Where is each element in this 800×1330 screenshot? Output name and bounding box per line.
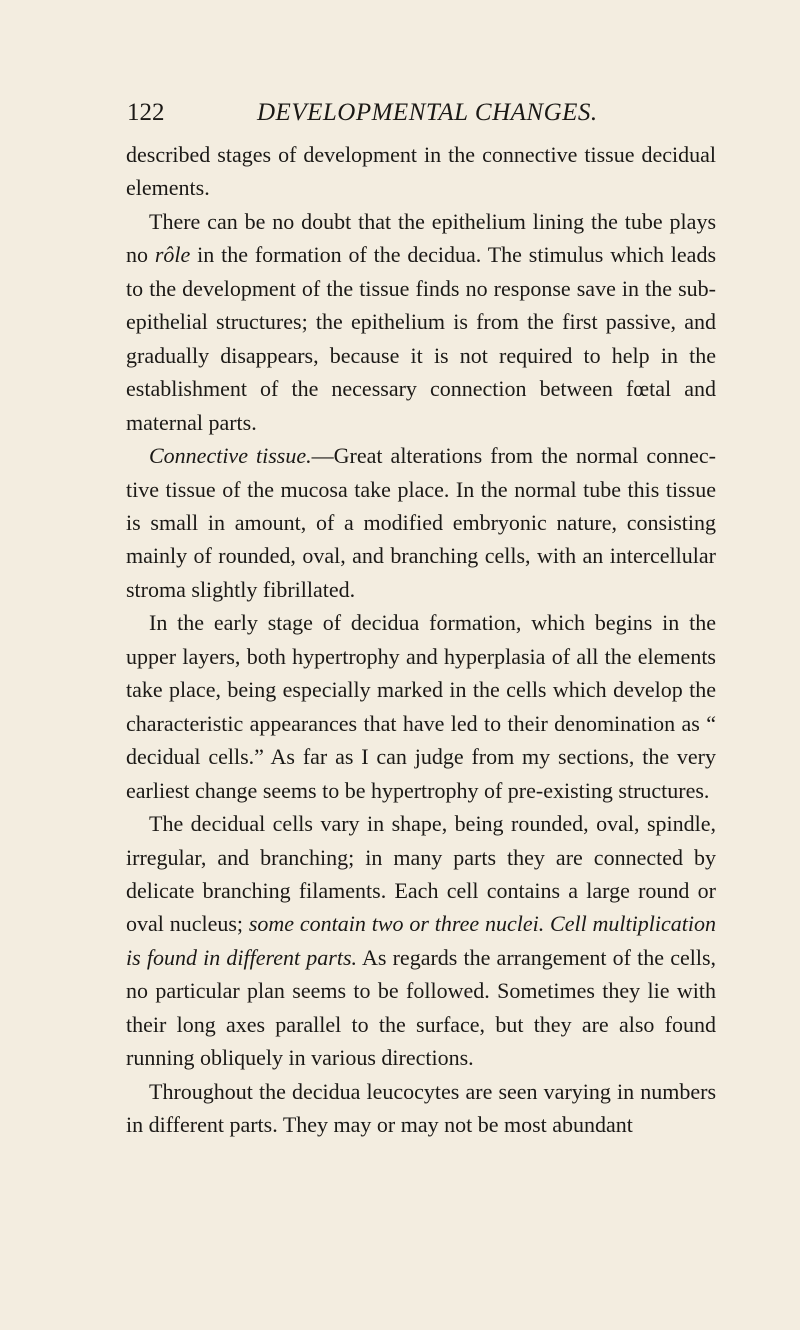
body-text — [126, 138, 716, 1142]
paragraph-text: —Great alterations from the normal connective tissue of the mucosa take place. In the normal tube this tissue is small in amount, of a modified embryonic nature, consisting mainly of rounded, oval, and branching cells, with an intercellular stroma slightly fibrillated. — [126, 443, 716, 602]
paragraph-connective-tissue — [126, 439, 716, 606]
paragraph-text: As regards the arrangement of the cells, no particular plan seems to be followed. Sometimes they lie with their long axes parallel to the surface, but they are also found running obliquely in various directions. — [126, 944, 717, 1071]
paragraph-continuation — [126, 138, 716, 205]
paragraph-leucocytes — [126, 1075, 716, 1142]
paragraph-text: In the early stage of decidua formation, which begins in the upper layers, both hypertrophy and hyperplasia of all the elements take place, being especially marked in the cells which develop the characteristic appearances that have led to their denomination as “ decidual cells.” As far as I can judge from my sections, the very earliest change seems to be hypertrophy of pre-existing structures. — [126, 610, 716, 803]
paragraph-text: The decidual cells vary in shape, being rounded, oval, spindle, irregular, and branching; in many parts they are connected by delicate branching filaments. Each cell contains a large round or oval nucleus; — [126, 811, 716, 937]
page-number: 122 — [127, 99, 165, 126]
paragraph-text: described stages of development in the connective tissue decidual elements. — [126, 142, 716, 201]
italic-passage: some contain two or three nuclei. Cell multiplication is found in different parts. — [126, 911, 716, 970]
running-title: DEVELOPMENTAL CHANGES. — [257, 99, 598, 126]
paragraph-early-stage — [126, 606, 716, 807]
running-header — [127, 96, 717, 130]
paragraph-text: There can be no doubt that the epithelium lining the tube plays no — [126, 208, 716, 268]
italic-term: rôle — [154, 242, 191, 268]
paragraph-text: in the formation of the decidua. The stimulus which leads to the development of the tissue finds no response save in the sub-epithelial structures; the epithelium is from the first passive, and gradually disappears, because it is not required to help in the establishment of the necessary connection between fœtal and maternal parts. — [126, 242, 717, 435]
paragraph-decidual-cells — [126, 807, 716, 1075]
paragraph-epithelium — [126, 205, 716, 439]
section-heading: Connective tissue. — [149, 443, 312, 469]
paragraph-text: Throughout the decidua leucocytes are seen varying in numbers in different parts. They may or may not be most abundant — [126, 1078, 716, 1138]
